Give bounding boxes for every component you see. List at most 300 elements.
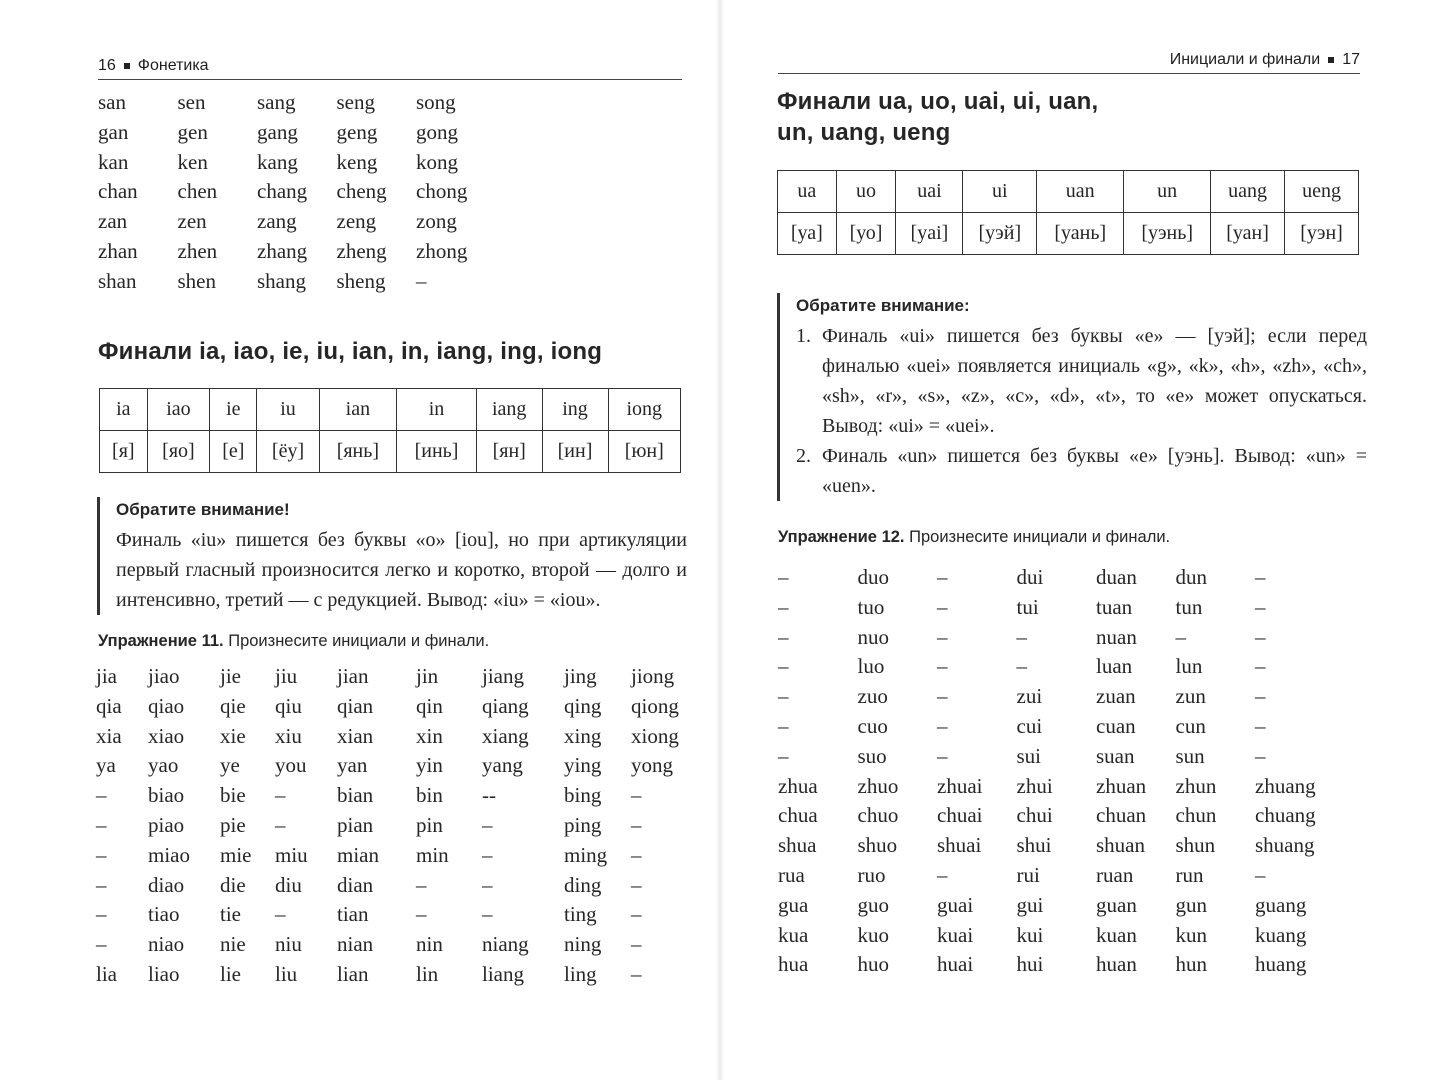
reading-cell: [инь] <box>397 431 477 473</box>
syllable-cell: cuan <box>1096 713 1136 738</box>
syllable-cell: – <box>937 654 948 679</box>
syllable-row <box>96 841 691 871</box>
syllable-cell: xin <box>416 723 443 748</box>
reading-cell: [е] <box>210 431 257 473</box>
syllable-row <box>778 801 1335 831</box>
syllable-row <box>778 921 1335 951</box>
syllable-cell: bing <box>564 783 602 808</box>
syllable-cell: lin <box>416 961 439 986</box>
syllable-cell: zhuo <box>857 773 899 798</box>
syllable-cell: kuo <box>857 922 889 947</box>
syllable-cell: – <box>416 268 427 293</box>
syllable-cell: ya <box>96 753 116 778</box>
syllable-cell: rui <box>1016 862 1040 887</box>
syllable-cell: – <box>275 812 286 837</box>
syllable-cell: pie <box>220 812 246 837</box>
syllable-cell: kan <box>98 149 129 174</box>
syllable-row <box>96 751 691 781</box>
syllable-cell: diu <box>275 872 302 897</box>
syllable-cell: ping <box>564 812 602 837</box>
finals-heading-i: Финали ia, iao, ie, iu, ian, in, iang, ing, iong <box>98 338 603 365</box>
syllable-cell: hui <box>1016 952 1044 977</box>
syllable-cell: – <box>778 594 789 619</box>
syllable-cell: – <box>778 684 789 709</box>
syllable-cell: sheng <box>336 268 386 293</box>
syllable-cell: ning <box>564 932 602 957</box>
syllable-cell: zhang <box>257 238 308 263</box>
syllable-cell: zuan <box>1096 684 1136 709</box>
exercise-text: Произнесите инициали и финали. <box>228 632 490 650</box>
syllable-cell: ruan <box>1096 862 1134 887</box>
syllable-cell: – <box>937 713 948 738</box>
final-cell: iang <box>476 389 542 431</box>
syllable-cell: guang <box>1255 892 1307 917</box>
syllable-cell: dun <box>1175 565 1207 589</box>
syllable-cell: bie <box>220 783 246 808</box>
syllable-row <box>778 563 1335 593</box>
syllable-row <box>96 871 691 901</box>
syllable-cell: zhuan <box>1096 773 1147 798</box>
syllable-cell: mian <box>337 842 379 867</box>
final-cell: ing <box>542 389 608 431</box>
syllable-cell: luan <box>1096 654 1133 679</box>
syllable-cell: – <box>778 565 789 589</box>
left-running-header <box>98 52 682 80</box>
syllable-cell: shen <box>177 268 216 293</box>
syllable-cell: ken <box>177 149 208 174</box>
syllable-cell: duan <box>1096 565 1137 589</box>
syllable-cell: – <box>275 783 286 808</box>
syllable-cell: – <box>937 684 948 709</box>
syllable-row <box>98 267 496 297</box>
syllable-cell: – <box>1255 654 1266 679</box>
syllable-cell: shua <box>778 833 817 858</box>
syllable-cell: gan <box>98 119 129 144</box>
syllable-cell: ye <box>220 753 240 778</box>
syllable-cell: min <box>416 842 449 867</box>
syllable-cell: zen <box>177 209 207 234</box>
syllable-cell: – <box>778 654 789 679</box>
syllable-cell: zhuang <box>1255 773 1316 798</box>
heading-line-1: Финали ua, uo, uai, ui, uan, <box>777 88 1099 115</box>
syllable-cell: chuai <box>937 803 983 828</box>
syllable-cell: – <box>1255 594 1266 619</box>
syllable-cell: kong <box>416 149 458 174</box>
syllable-row <box>96 900 691 930</box>
syllable-cell: kun <box>1175 922 1207 947</box>
reading-cell: [ян] <box>476 431 542 473</box>
finals-row <box>100 389 681 431</box>
exercise-label: Упражнение 11. <box>98 632 224 650</box>
syllable-cell: – <box>631 842 642 867</box>
syllable-cell: lian <box>337 961 369 986</box>
syllable-cell: – <box>1255 743 1266 768</box>
notice-box-right <box>777 293 1367 501</box>
notice-text: Финаль «iu» пишется без буквы «o» [iou], но при артикуляции первый гласный произносится легко и коротко, второй — долго и интенсивно, третий — с редукцией. Вывод: «iu» = «iou». <box>116 529 687 611</box>
syllable-cell: bin <box>416 783 443 808</box>
syllable-cell: lia <box>96 961 117 986</box>
syllable-cell: zang <box>257 209 297 234</box>
syllable-cell: – <box>1255 713 1266 738</box>
syllable-cell: xia <box>96 723 122 748</box>
syllable-cell: cun <box>1175 713 1206 738</box>
syllable-cell: run <box>1175 862 1204 887</box>
finals-heading-u <box>777 86 1197 148</box>
syllable-cell: suan <box>1096 743 1135 768</box>
syllable-cell: – <box>96 872 107 897</box>
syllable-row <box>96 930 691 960</box>
syllable-row <box>98 237 496 267</box>
reading-cell: [уо] <box>836 213 896 255</box>
syllable-cell: gun <box>1175 892 1207 917</box>
syllable-cell: seng <box>336 90 375 114</box>
syllable-cell: ming <box>564 842 608 867</box>
syllable-cell: – <box>937 862 948 887</box>
syllable-cell: bian <box>337 783 374 808</box>
syllable-cell: zan <box>98 209 128 234</box>
syllable-cell: tuan <box>1096 594 1133 619</box>
final-cell: uai <box>896 171 963 213</box>
syllable-cell: lun <box>1175 654 1203 679</box>
syllable-cell: ding <box>564 872 602 897</box>
syllable-cell: huo <box>857 952 889 977</box>
reading-cell: [уэнь] <box>1124 213 1211 255</box>
syllable-cell: ling <box>564 961 597 986</box>
syllable-row <box>98 118 496 148</box>
syllable-cell: huan <box>1096 952 1137 977</box>
syllable-cell: yan <box>337 753 368 778</box>
final-cell: uang <box>1211 171 1285 213</box>
syllable-cell: sen <box>177 90 206 114</box>
syllable-cell: zhun <box>1175 773 1217 798</box>
reading-cell: [уа] <box>778 213 837 255</box>
reading-cell: [уэй] <box>963 213 1037 255</box>
syllable-cell: – <box>778 713 789 738</box>
right-page <box>720 0 1441 1080</box>
syllable-cell: – <box>96 783 107 808</box>
syllable-cell: qin <box>416 693 443 718</box>
right-running-header <box>778 46 1360 74</box>
syllable-row <box>778 861 1335 891</box>
syllable-cell: – <box>1016 654 1027 679</box>
reading-cell: [ёу] <box>257 431 319 473</box>
syllable-cell: – <box>96 932 107 957</box>
syllable-cell: qia <box>96 693 122 718</box>
syllable-cell: tun <box>1175 594 1203 619</box>
syllable-cell: dian <box>337 872 374 897</box>
syllable-row <box>778 742 1335 772</box>
syllable-cell: jin <box>416 664 439 688</box>
syllable-cell: jiu <box>275 664 298 688</box>
syllable-cell: huang <box>1255 952 1307 977</box>
readings-row <box>778 213 1359 255</box>
syllable-cell: tuo <box>857 594 885 619</box>
notice-item <box>796 321 1367 441</box>
syllable-cell: kuai <box>937 922 974 947</box>
reading-cell: [яо] <box>147 431 210 473</box>
syllable-cell: tian <box>337 902 369 927</box>
syllable-cell: shui <box>1016 833 1052 858</box>
syllable-cell: gui <box>1016 892 1044 917</box>
syllable-cell: liang <box>482 961 524 986</box>
syllable-grid-top <box>98 88 496 297</box>
syllable-cell: yong <box>631 753 673 778</box>
syllable-cell: jing <box>564 664 597 688</box>
final-cell: ia <box>100 389 148 431</box>
syllable-row <box>96 960 691 990</box>
syllable-cell: chua <box>778 803 818 828</box>
syllable-cell: qie <box>220 693 246 718</box>
syllable-cell: chuang <box>1255 803 1316 828</box>
syllable-cell: rua <box>778 862 805 887</box>
syllable-cell: qiang <box>482 693 529 718</box>
syllable-cell: cuo <box>857 713 888 738</box>
syllable-row <box>96 692 691 722</box>
syllable-cell: – <box>937 594 948 619</box>
syllable-cell: suo <box>857 743 887 768</box>
syllable-cell: zeng <box>336 209 377 234</box>
syllable-cell: – <box>1175 624 1186 649</box>
syllable-row <box>778 623 1335 653</box>
syllable-cell: – <box>631 932 642 957</box>
syllable-cell: miao <box>148 842 190 867</box>
syllable-cell: piao <box>148 812 185 837</box>
syllable-cell: guai <box>937 892 974 917</box>
syllable-cell: niao <box>148 932 185 957</box>
syllable-cell: – <box>482 902 493 927</box>
syllable-cell: – <box>631 783 642 808</box>
syllable-cell: jie <box>220 664 241 688</box>
reading-cell: [юн] <box>608 431 680 473</box>
syllable-cell: song <box>416 90 456 114</box>
reading-cell: [уань] <box>1037 213 1124 255</box>
syllable-cell: nuo <box>857 624 889 649</box>
syllable-row <box>98 148 496 178</box>
syllable-cell: – <box>416 872 427 897</box>
syllable-cell: – <box>631 812 642 837</box>
notice-item <box>796 441 1367 501</box>
syllable-cell: – <box>1016 624 1027 649</box>
syllable-row <box>778 950 1335 980</box>
syllable-cell: kang <box>257 149 298 174</box>
syllable-cell: – <box>482 812 493 837</box>
syllable-cell: xiang <box>482 723 529 748</box>
notice-item-number: 1. <box>796 325 811 347</box>
syllable-cell: pin <box>416 812 443 837</box>
syllable-row <box>96 722 691 752</box>
syllable-cell: yang <box>482 753 523 778</box>
syllable-cell: ruo <box>857 862 886 887</box>
syllable-cell: chong <box>416 179 468 204</box>
syllable-cell: lie <box>220 961 241 986</box>
syllable-cell: xie <box>220 723 246 748</box>
syllable-cell: jia <box>96 664 117 688</box>
syllable-row <box>778 891 1335 921</box>
exercise-11-caption <box>98 632 489 651</box>
final-cell: uan <box>1037 171 1124 213</box>
finals-table-u <box>777 170 1359 255</box>
syllable-cell: pian <box>337 812 374 837</box>
syllable-cell: niu <box>275 932 302 957</box>
syllable-row <box>778 772 1335 802</box>
syllable-cell: nuan <box>1096 624 1137 649</box>
final-cell: iong <box>608 389 680 431</box>
syllable-cell: luo <box>857 654 885 679</box>
syllable-cell: – <box>631 961 642 986</box>
syllable-cell: qiu <box>275 693 302 718</box>
syllable-row <box>778 652 1335 682</box>
syllable-cell: – <box>778 743 789 768</box>
syllable-cell: sang <box>257 90 296 114</box>
final-cell: ian <box>319 389 397 431</box>
syllable-cell: shang <box>257 268 306 293</box>
notice-box-left <box>97 497 687 615</box>
syllable-cell: qiao <box>148 693 185 718</box>
exercise-11-grid <box>96 662 691 990</box>
syllable-cell: – <box>482 842 493 867</box>
page-number-right: 17 <box>1342 50 1360 68</box>
syllable-cell: – <box>1255 862 1266 887</box>
syllable-cell: kui <box>1016 922 1044 947</box>
reading-cell: [уэн] <box>1285 213 1359 255</box>
section-title-right: Инициали и финали <box>1169 50 1321 68</box>
exercise-label: Упражнение 12. <box>778 528 905 546</box>
reading-cell: [я] <box>100 431 148 473</box>
syllable-cell: chui <box>1016 803 1053 828</box>
syllable-cell: – <box>96 902 107 927</box>
syllable-row <box>778 831 1335 861</box>
syllable-cell: – <box>96 812 107 837</box>
syllable-cell: xing <box>564 723 602 748</box>
syllable-cell: shuai <box>937 833 982 858</box>
syllable-cell: zong <box>416 209 457 234</box>
syllable-cell: biao <box>148 783 185 808</box>
finals-row <box>778 171 1359 213</box>
syllable-row <box>96 781 691 811</box>
syllable-cell: keng <box>336 149 378 174</box>
syllable-row <box>96 662 691 692</box>
syllable-cell: cheng <box>336 179 387 204</box>
syllable-cell: -- <box>482 783 496 808</box>
reading-cell: [янь] <box>319 431 397 473</box>
syllable-row <box>98 177 496 207</box>
notice-title: Обратите внимание! <box>116 500 290 519</box>
syllable-cell: liao <box>148 961 180 986</box>
syllable-cell: liu <box>275 961 298 986</box>
final-cell: iao <box>147 389 210 431</box>
syllable-cell: xian <box>337 723 374 748</box>
syllable-cell: nin <box>416 932 443 957</box>
reading-cell: [ин] <box>542 431 608 473</box>
notice-item-number: 2. <box>796 445 811 467</box>
syllable-cell: jiong <box>631 664 675 688</box>
syllable-cell: shun <box>1175 833 1216 858</box>
final-cell: in <box>397 389 477 431</box>
syllable-row <box>98 88 496 118</box>
final-cell: uo <box>836 171 896 213</box>
syllable-cell: jian <box>337 664 369 688</box>
syllable-cell: niang <box>482 932 529 957</box>
syllable-cell: shan <box>98 268 137 293</box>
readings-row <box>100 431 681 473</box>
syllable-cell: tie <box>220 902 241 927</box>
left-page <box>0 0 720 1080</box>
syllable-cell: guan <box>1096 892 1137 917</box>
syllable-cell: hun <box>1175 952 1207 977</box>
syllable-cell: dui <box>1016 565 1044 589</box>
final-cell: ui <box>963 171 1037 213</box>
syllable-cell: jiao <box>148 664 180 688</box>
page-number-left: 16 <box>98 56 116 74</box>
syllable-cell: miu <box>275 842 308 867</box>
exercise-12-grid <box>778 563 1335 980</box>
syllable-cell: qing <box>564 693 602 718</box>
heading-line-2: un, uang, ueng <box>777 119 951 146</box>
syllable-row <box>778 593 1335 623</box>
reading-cell: [уai] <box>896 213 963 255</box>
syllable-cell: chan <box>98 179 138 204</box>
syllable-cell: – <box>275 902 286 927</box>
syllable-cell: diao <box>148 872 185 897</box>
syllable-cell: kuang <box>1255 922 1307 947</box>
final-cell: ua <box>778 171 837 213</box>
syllable-cell: – <box>937 565 948 589</box>
syllable-cell: tiao <box>148 902 180 927</box>
exercise-12-caption <box>778 528 1170 547</box>
syllable-cell: – <box>482 872 493 897</box>
syllable-cell: chang <box>257 179 308 204</box>
syllable-cell: guo <box>857 892 889 917</box>
syllable-cell: zhen <box>177 238 218 263</box>
syllable-cell: – <box>631 902 642 927</box>
section-title-left: Фонетика <box>137 56 209 74</box>
syllable-cell: – <box>937 624 948 649</box>
syllable-cell: gua <box>778 892 809 917</box>
syllable-cell: – <box>416 902 427 927</box>
syllable-cell: zhong <box>416 238 468 263</box>
syllable-cell: – <box>937 743 948 768</box>
syllable-cell: ying <box>564 753 602 778</box>
syllable-cell: nian <box>337 932 374 957</box>
syllable-cell: – <box>1255 565 1266 589</box>
syllable-cell: ting <box>564 902 597 927</box>
notice-item-text: Финаль «ui» пишется без буквы «e» — [уэй]; если перед финалью «uei» появляется инициаль «g», «k», «h», «zh», «ch», «sh», «r», «s», «z», «c», «d», «t», то «e» может опускаться. Вывод: «ui» = «uei». <box>822 325 1367 437</box>
notice-item-text: Финаль «un» пишется без буквы «e» [уэнь]. Вывод: «un» = «uen». <box>822 445 1367 497</box>
syllable-cell: chun <box>1175 803 1217 828</box>
syllable-cell: you <box>275 753 307 778</box>
syllable-cell: die <box>220 872 246 897</box>
syllable-cell: gong <box>416 119 458 144</box>
syllable-cell: xiao <box>148 723 185 748</box>
final-cell: ie <box>210 389 257 431</box>
syllable-cell: yao <box>148 753 179 778</box>
syllable-row <box>98 207 496 237</box>
syllable-cell: jiang <box>482 664 524 688</box>
syllable-cell: yin <box>416 753 443 778</box>
syllable-cell: nie <box>220 932 246 957</box>
syllable-cell: – <box>1255 624 1266 649</box>
syllable-cell: zheng <box>336 238 387 263</box>
syllable-cell: xiu <box>275 723 302 748</box>
syllable-cell: – <box>1255 684 1266 709</box>
syllable-cell: duo <box>857 565 889 589</box>
syllable-cell: shuang <box>1255 833 1315 858</box>
syllable-cell: – <box>96 842 107 867</box>
syllable-cell: huai <box>937 952 974 977</box>
syllable-cell: zhua <box>778 773 818 798</box>
syllable-cell: gen <box>177 119 208 144</box>
syllable-cell: sun <box>1175 743 1205 768</box>
